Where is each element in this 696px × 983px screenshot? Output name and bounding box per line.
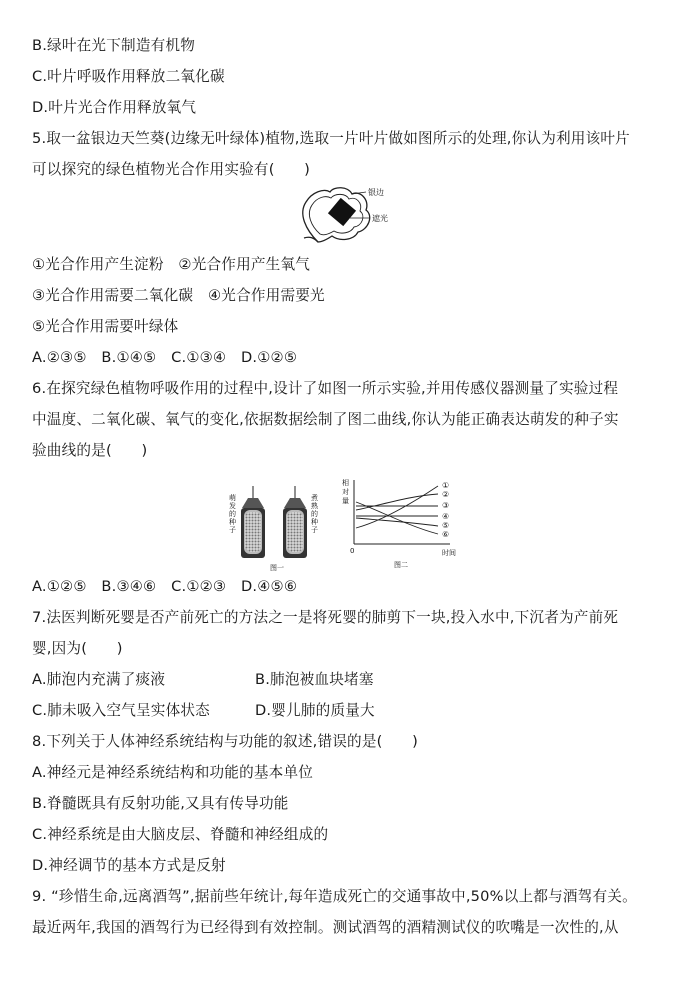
q5-item-line2: ③光合作用需要二氧化碳 ④光合作用需要光	[32, 287, 325, 304]
svg-text:熟: 熟	[311, 502, 318, 510]
svg-text:种: 种	[229, 518, 236, 526]
svg-text:④: ④	[442, 512, 450, 521]
q8-option-a: A.神经元是神经系统结构和功能的基本单位	[32, 764, 314, 781]
origin-label: 0	[350, 547, 355, 555]
q6-figure-two	[338, 476, 468, 572]
q6-stem-line1: 6.在探究绿色植物呼吸作用的过程中,设计了如图一所示实验,并用传感仪器测量了实验过程	[32, 380, 619, 397]
q6-figure-one	[224, 486, 332, 572]
curve-6	[356, 502, 438, 534]
q6-options: A.①②⑤ B.③④⑥ C.①②③ D.④⑤⑥	[32, 578, 298, 595]
q5-leaf-figure	[296, 184, 426, 244]
svg-text:⑤: ⑤	[442, 521, 450, 530]
q5-stem-line1: 5.取一盆银边天竺葵(边缘无叶绿体)植物,选取一片叶片做如图所示的处理,你认为利用该叶片	[32, 130, 630, 147]
flask-boiled	[283, 486, 307, 558]
q7-option-d: D.婴儿肺的质量大	[255, 702, 375, 719]
q7-stem-line1: 7.法医判断死婴是否产前死亡的方法之一是将死婴的肺剪下一块,投入水中,下沉者为产前死	[32, 609, 619, 626]
svg-text:量: 量	[342, 497, 349, 505]
q6-stem-line3: 验曲线的是( )	[32, 442, 148, 459]
label-silver-edge: 银边	[368, 188, 384, 197]
q8-option-c: C.神经系统是由大脑皮层、脊髓和神经组成的	[32, 826, 329, 843]
q5-item-line3: ⑤光合作用需要叶绿体	[32, 318, 179, 335]
flask-germinating	[241, 486, 265, 558]
svg-text:的: 的	[229, 510, 236, 518]
q5-options: A.②③⑤ B.①④⑤ C.①③④ D.①②⑤	[32, 349, 298, 366]
figure-one-caption: 图一	[270, 564, 284, 572]
curve-labels	[442, 481, 449, 539]
q7-option-c: C.肺未吸入空气呈实体状态	[32, 702, 210, 719]
q5-stem-line2: 可以探究的绿色植物光合作用实验有( )	[32, 161, 311, 178]
svg-text:子: 子	[229, 526, 236, 534]
label-boiled-seeds	[311, 493, 319, 534]
svg-text:相: 相	[342, 479, 349, 487]
q8-option-d: D.神经调节的基本方式是反射	[32, 857, 226, 874]
svg-text:对: 对	[342, 488, 349, 496]
q9-stem-line1: 9. “珍惜生命,远离酒驾”,据前些年统计,每年造成死亡的交通事故中,50%以上都与酒驾有关。	[32, 888, 637, 905]
q8-option-b: B.脊髓既具有反射功能,又具有传导功能	[32, 795, 289, 812]
q7-option-a: A.肺泡内充满了痰液	[32, 671, 166, 688]
svg-text:发: 发	[229, 502, 236, 510]
figure-two-caption: 图二	[394, 561, 408, 569]
curve-2	[356, 494, 438, 510]
axis-x-label: 时间	[442, 549, 456, 557]
q9-stem-line2: 最近两年,我国的酒驾行为已经得到有效控制。测试酒驾的酒精测试仪的吹嘴是一次性的,从	[32, 919, 619, 936]
svg-text:子: 子	[311, 526, 318, 534]
q5-item-line1: ①光合作用产生淀粉 ②光合作用产生氧气	[32, 256, 311, 273]
q7-option-b: B.肺泡被血块堵塞	[255, 671, 374, 688]
svg-text:萌: 萌	[229, 494, 236, 502]
svg-text:煮: 煮	[311, 494, 318, 502]
q8-stem: 8.下列关于人体神经系统结构与功能的叙述,错误的是( )	[32, 733, 419, 750]
label-shade: 遮光	[372, 214, 388, 223]
label-germinating-seeds	[229, 493, 236, 534]
svg-text:③: ③	[442, 501, 450, 510]
q7-stem-line2: 婴,因为( )	[32, 640, 123, 657]
svg-text:①: ①	[442, 481, 450, 490]
svg-text:种: 种	[311, 518, 318, 526]
q4-option-d: D.叶片光合作用释放氧气	[32, 99, 197, 116]
q4-option-c: C.叶片呼吸作用释放二氧化碳	[32, 68, 225, 85]
svg-text:的: 的	[311, 510, 318, 518]
axis-y-label	[342, 478, 349, 505]
svg-text:⑥: ⑥	[442, 530, 450, 539]
q6-stem-line2: 中温度、二氧化碳、氧气的变化,依据数据绘制了图二曲线,你认为能正确表达萌发的种子实	[32, 411, 619, 428]
q4-option-b: B.绿叶在光下制造有机物	[32, 37, 195, 54]
svg-text:②: ②	[442, 490, 450, 499]
